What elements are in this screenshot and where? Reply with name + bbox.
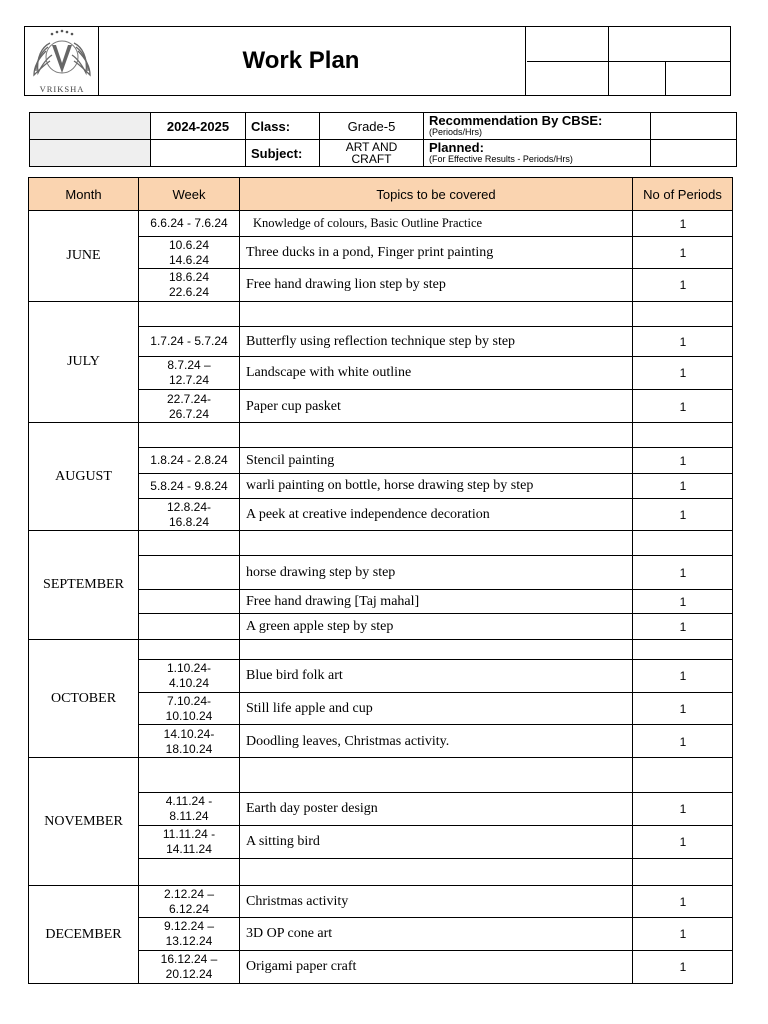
week-cell: 1.8.24 - 2.8.24 <box>139 448 240 473</box>
topic-cell: Free hand drawing lion step by step <box>240 269 633 301</box>
vriksha-logo-icon <box>30 29 94 85</box>
week-cell: 4.11.24 - 8.11.24 <box>139 793 240 825</box>
table-row <box>139 660 733 693</box>
topic-cell: Butterfly using reflection technique step by step <box>240 327 633 356</box>
periods-cell <box>633 423 733 447</box>
planned-title: Planned: <box>429 140 484 155</box>
table-row <box>139 758 733 793</box>
topic-cell: Knowledge of colours, Basic Outline Practice <box>240 211 633 236</box>
table-row <box>139 793 733 826</box>
periods-cell: 1 <box>679 565 687 580</box>
topic-cell <box>240 423 633 447</box>
topic-cell: A sitting bird <box>240 826 633 858</box>
periods-cell: 1 <box>679 734 687 749</box>
month-block <box>29 423 732 531</box>
recommendation-cell <box>424 113 651 140</box>
class-label: Class: <box>246 113 320 140</box>
periods-cell: 1 <box>679 669 687 683</box>
table-row <box>139 302 733 327</box>
topic-cell: Still life apple and cup <box>240 693 633 724</box>
week-cell: 11.11.24 - 14.11.24 <box>139 826 240 858</box>
table-row <box>139 357 733 390</box>
academic-year: 2024-2025 <box>151 113 246 140</box>
topic-cell <box>240 640 633 659</box>
table-row <box>139 499 733 531</box>
week-cell <box>139 859 240 886</box>
month-block <box>29 531 732 640</box>
week-cell: 16.12.24 – 20.12.24 <box>139 951 240 983</box>
periods-cell: 1 <box>679 399 687 414</box>
week-cell: 10.6.24 14.6.24 <box>139 237 240 268</box>
topic-cell: Doodling leaves, Christmas activity. <box>240 725 633 758</box>
week-cell <box>139 590 240 613</box>
week-cell: 9.12.24 – 13.12.24 <box>139 918 240 950</box>
table-row <box>139 859 733 886</box>
month-name: SEPTEMBER <box>29 531 139 639</box>
periods-cell: 1 <box>679 894 687 909</box>
table-row <box>139 590 733 614</box>
table-row <box>139 474 733 499</box>
periods-cell: 1 <box>679 802 687 816</box>
month-block <box>29 640 732 758</box>
week-cell: 7.10.24- 10.10.24 <box>139 693 240 724</box>
logo <box>25 27 99 95</box>
topic-cell: Free hand drawing [Taj mahal] <box>240 590 633 613</box>
week-cell: 22.7.24- 26.7.24 <box>139 390 240 423</box>
month-block <box>29 886 732 983</box>
topic-cell <box>240 758 633 792</box>
periods-cell: 1 <box>679 216 687 231</box>
planned-sub: (For Effective Results - Periods/Hrs) <box>429 154 573 164</box>
table-row <box>139 886 733 918</box>
table-row <box>139 237 733 269</box>
topic-cell: Stencil painting <box>240 448 633 473</box>
periods-cell: 1 <box>679 835 687 849</box>
week-cell: 5.8.24 - 9.8.24 <box>139 474 240 498</box>
month-name: OCTOBER <box>29 640 139 757</box>
topic-cell: Three ducks in a pond, Finger print painting <box>240 237 633 268</box>
topic-cell: A green apple step by step <box>240 614 633 640</box>
periods-cell: 1 <box>679 245 687 260</box>
page-title: Work Plan <box>242 47 360 74</box>
periods-cell: 1 <box>679 594 687 609</box>
month-name: AUGUST <box>29 423 139 530</box>
table-row <box>139 423 733 448</box>
topic-cell: 3D OP cone art <box>240 918 633 950</box>
topic-cell: A peek at creative independence decoration <box>240 499 633 531</box>
periods-cell: 1 <box>679 508 687 522</box>
periods-cell: 1 <box>679 701 687 716</box>
week-cell: 1.10.24- 4.10.24 <box>139 660 240 692</box>
periods-header: No of Periods <box>643 186 722 202</box>
periods-cell: 1 <box>679 620 687 634</box>
topic-cell: Origami paper craft <box>240 951 633 983</box>
week-cell: 18.6.24 22.6.24 <box>139 269 240 301</box>
topics-header: Topics to be covered <box>240 178 633 210</box>
week-cell <box>139 556 240 589</box>
table-row <box>139 693 733 725</box>
periods-cell: 1 <box>679 927 687 941</box>
month-name: JULY <box>29 302 139 422</box>
work-plan-table <box>28 177 733 984</box>
table-row <box>139 951 733 983</box>
info-blank-cell <box>30 140 151 166</box>
subject-value: ART AND CRAFT <box>320 140 424 166</box>
month-name: JUNE <box>29 211 139 301</box>
table-row <box>139 918 733 951</box>
periods-cell: 1 <box>679 960 687 974</box>
table-row <box>139 556 733 590</box>
periods-cell: 1 <box>679 453 687 468</box>
week-cell: 2.12.24 – 6.12.24 <box>139 886 240 917</box>
table-header-row <box>29 178 732 211</box>
month-block <box>29 302 732 423</box>
table-row <box>139 826 733 859</box>
periods-cell <box>633 859 733 886</box>
month-block <box>29 211 732 302</box>
periods-cell <box>633 531 733 555</box>
week-cell: 14.10.24- 18.10.24 <box>139 725 240 758</box>
header-box <box>24 26 731 96</box>
month-name: DECEMBER <box>29 886 139 983</box>
topic-cell: Earth day poster design <box>240 793 633 825</box>
topic-cell: Paper cup pasket <box>240 390 633 423</box>
topic-cell <box>240 531 633 555</box>
week-cell: 1.7.24 - 5.7.24 <box>139 327 240 356</box>
info-blank-cell <box>151 140 246 166</box>
topic-cell <box>240 302 633 326</box>
topic-cell <box>240 859 633 886</box>
table-row <box>139 390 733 423</box>
week-cell <box>139 531 240 555</box>
week-cell: 6.6.24 - 7.6.24 <box>139 211 240 236</box>
week-cell <box>139 640 240 659</box>
planned-cell <box>424 140 651 166</box>
table-body <box>29 211 732 983</box>
topic-cell: Blue bird folk art <box>240 660 633 692</box>
week-cell <box>139 614 240 640</box>
month-header: Month <box>29 178 139 210</box>
month-block <box>29 758 732 886</box>
topic-cell: Christmas activity <box>240 886 633 917</box>
table-row <box>139 211 733 237</box>
recommendation-sub: (Periods/Hrs) <box>429 127 483 137</box>
header-blank-grid <box>527 27 730 95</box>
week-cell <box>139 302 240 326</box>
subject-label: Subject: <box>246 140 320 166</box>
periods-cell: 1 <box>679 334 687 349</box>
week-cell <box>139 423 240 447</box>
table-row <box>139 640 733 660</box>
periods-cell <box>633 302 733 326</box>
recommendation-value <box>651 113 736 140</box>
topic-cell: horse drawing step by step <box>240 556 633 589</box>
periods-cell: 1 <box>679 366 687 380</box>
week-cell <box>139 758 240 792</box>
planned-value <box>651 140 736 166</box>
page-title-cell <box>99 27 526 95</box>
topic-cell: warli painting on bottle, horse drawing step by step <box>240 474 633 498</box>
topic-cell: Landscape with white outline <box>240 357 633 389</box>
month-name: NOVEMBER <box>29 758 139 885</box>
table-row <box>139 531 733 556</box>
periods-cell <box>633 758 733 792</box>
table-row <box>139 327 733 357</box>
class-value: Grade-5 <box>320 113 424 140</box>
recommendation-title: Recommendation By CBSE: <box>429 113 603 128</box>
table-row <box>139 725 733 758</box>
periods-cell: 1 <box>679 479 687 493</box>
table-row <box>139 269 733 301</box>
table-row <box>139 614 733 640</box>
week-cell: 12.8.24- 16.8.24 <box>139 499 240 531</box>
week-header: Week <box>139 178 240 210</box>
periods-cell: 1 <box>679 278 687 292</box>
logo-wordmark: VRIKSHA <box>39 84 85 94</box>
table-row <box>139 448 733 474</box>
week-cell: 8.7.24 – 12.7.24 <box>139 357 240 389</box>
info-blank-cell <box>30 113 151 140</box>
periods-cell <box>633 640 733 659</box>
info-table <box>29 112 737 167</box>
